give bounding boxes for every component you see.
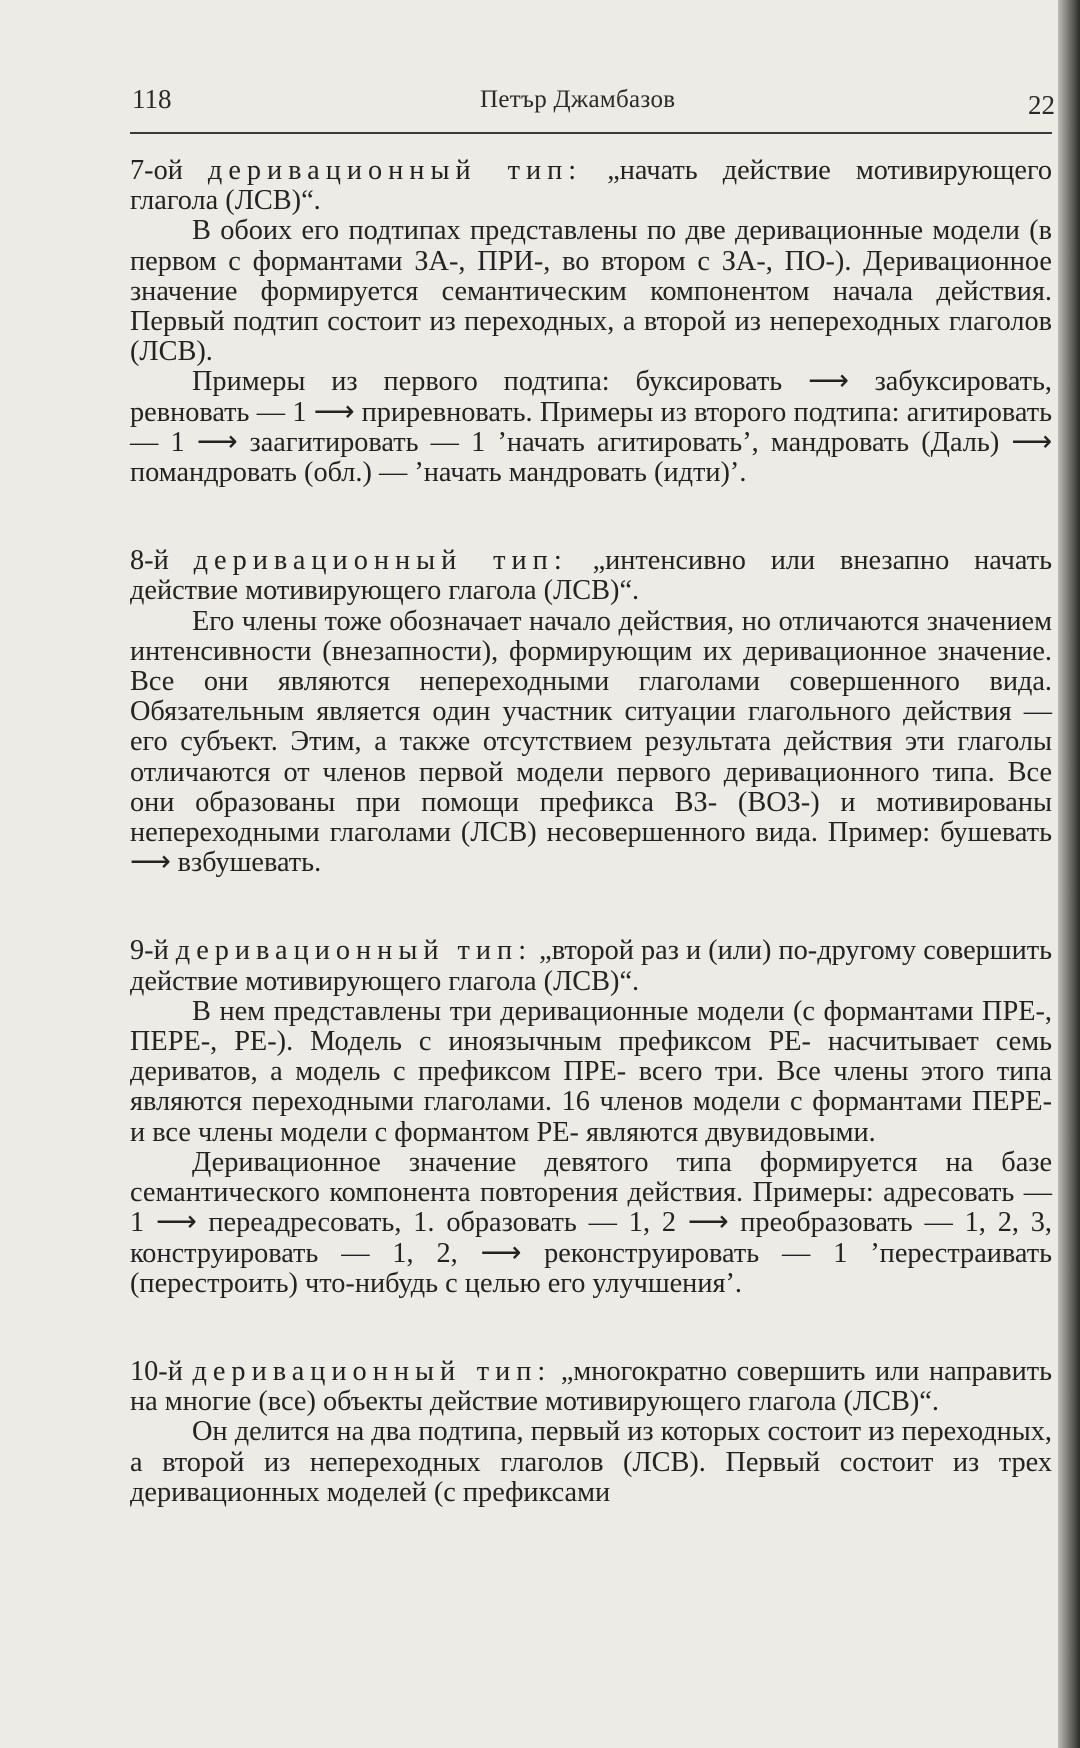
section-type-10: [130, 1357, 1052, 1508]
type-word: деривационный тип:: [193, 545, 568, 577]
page-number: 118: [132, 84, 172, 114]
section-type-7: [130, 156, 1052, 488]
paragraph: В обоих его подтипах представлены по две деривационные модели (в первом с формантами ЗА-, ПРИ-, во втором с ЗА-, ПО-). Деривационное значение формируется семантическим компонентом начала действия. Первый подтип состоит из переходных, а второй из непереходных глаголов (ЛСВ).: [130, 215, 1052, 368]
type-definition: „начать действие мотивирующего глагола (ЛСВ)“.: [130, 155, 1052, 217]
type-heading: [130, 1357, 1052, 1417]
paragraph: Он делится на два подтипа, первый из которых состоит из переходных, а второй из непереходных глаголов (ЛСВ). Первый состоит из трех деривационных моделей (с префиксами: [130, 1416, 1052, 1508]
section-type-8: [130, 546, 1052, 878]
type-number: 7-ой: [130, 155, 183, 186]
type-word: деривационный тип:: [207, 155, 583, 186]
type-definition: „интенсивно или внезапно начать действие мотивирующего глагола (ЛСВ)“.: [130, 545, 1053, 607]
type-number: 10-й: [130, 1355, 183, 1387]
header-rule: [130, 132, 1052, 134]
running-title: Петър Джамбазов: [480, 86, 676, 113]
paragraph: Примеры из первого подтипа: буксировать ⟶ забуксировать, ревновать — 1 ⟶ приревновать. Примеры из второго подтипа: агитировать — 1 ⟶ заагитировать — 1 ’начать агитировать’, мандровать (Даль) ⟶ помандровать (обл.) — ’начать мандровать (идти)’.: [130, 366, 1052, 489]
page-header: [128, 78, 1056, 126]
type-definition: „второй раз и (или) по-другому совершить действие мотивирующего глагола (ЛСВ)“.: [130, 935, 1053, 997]
corner-number: 22: [1028, 90, 1055, 120]
paragraph: Деривационное значение девятого типа формируется на базе семантического компонента повторения действия. Примеры: адресовать — 1 ⟶ переадресовать, 1. образовать — 1, 2 ⟶ преобразовать — 1, 2, 3, конструировать — 1, 2, ⟶ реконструировать — 1 ’перестраивать (перестроить) что-нибудь с целью его улучшения’.: [130, 1146, 1052, 1299]
type-heading: [130, 156, 1052, 216]
paragraph: Его члены тоже обозначает начало действия, но отличаются значением интенсивности (внезапности), формирующим их деривационное значение. Все они являются непереходными глаголами совершенного вида. Обязательным является один участник ситуации глагольного действия — его субъект. Этим, а также отсутствием результата действия эти глаголы отличаются от членов первой модели первого деривационного типа. Все они образованы при помощи префикса ВЗ- (ВОЗ-) и мотивированы непереходными глаголами (ЛСВ) несовершенного вида. Пример: бушевать ⟶ взбушевать.: [130, 605, 1052, 879]
page-body: [130, 156, 1052, 1566]
type-number: 8-й: [130, 545, 169, 577]
type-word: деривационный тип:: [192, 1355, 552, 1387]
paragraph: В нем представлены три деривационные модели (с формантами ПРЕ-, ПЕРЕ-, РЕ-). Модель с иноязычным префиксом РЕ- насчитывает семь дериватов, а модель с префиксом ПРЕ- всего три. Все члены этого типа являются переходными глаголами. 16 членов модели с формантами ПЕРЕ- и все члены модели с формантом РЕ- являются двувидовыми.: [130, 995, 1052, 1148]
type-word: деривационный тип:: [175, 935, 533, 967]
section-type-9: [130, 936, 1052, 1298]
type-heading: [130, 936, 1052, 996]
type-definition: „многократно совершить или направить на многие (все) объекты действие мотивирующего глагола (ЛСВ)“.: [130, 1355, 1052, 1418]
page-edge-shadow: [1058, 0, 1080, 1748]
type-number: 9-й: [130, 935, 169, 967]
type-heading: [130, 546, 1052, 606]
